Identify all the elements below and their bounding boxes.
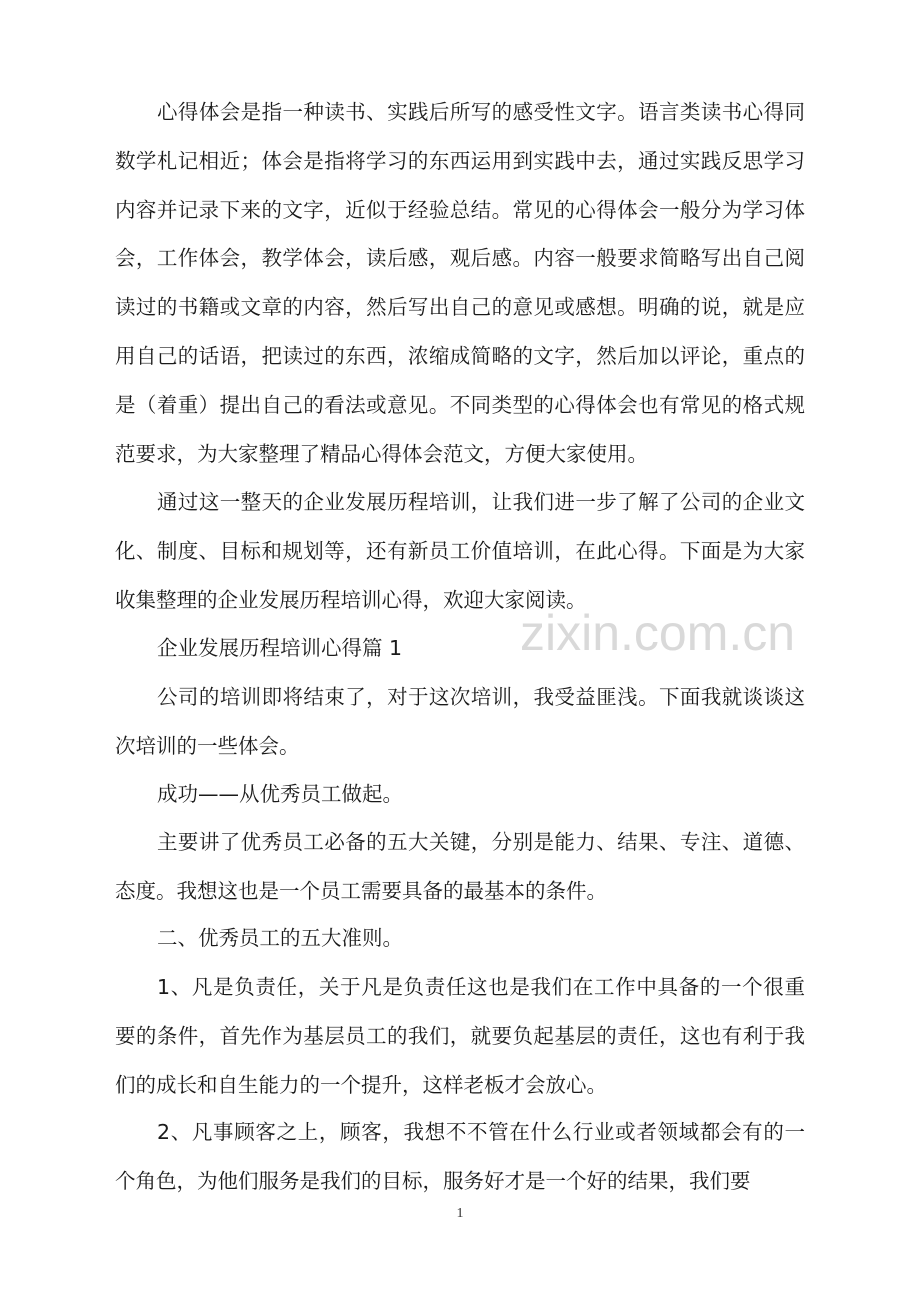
- paragraph-body: 成功——从优秀员工做起。: [157, 782, 403, 806]
- paragraph-body: 公司的培训即将结束了，对于这次培训，我受益匪浅。下面我就谈谈这次培训的一些体会。: [115, 685, 805, 758]
- page-number: 1: [456, 1206, 464, 1221]
- paragraph-body: 1、凡是负责任，关于凡是负责任这也是我们在工作中具备的一个很重要的条件，首先作为基层员工的我们，就要负起基层的责任，这也有利于我们的成长和自生能力的一个提升，这样老板才会放心。: [115, 975, 805, 1097]
- paragraph-intro: 心得体会是指一种读书、实践后所写的感受性文字。语言类读书心得同数学札记相近；体会是指将学习的东西运用到实践中去，通过实践反思学习内容并记录下来的文字，近似于经验总结。常见的心得体会一般分为学习体会，工作体会，教学体会，读后感，观后感。内容一般要求简略写出自己阅读过的书籍或文章的内容，然后写出自己的意见或感想。明确的说，就是应用自己的话语，把读过的东西，浓缩成简略的文字，然后加以评论，重点的是（着重）提出自己的看法或意见。不同类型的心得体会也有常见的格式规范要求，为大家整理了精品心得体会范文，方便大家使用。: [115, 100, 805, 466]
- watermark: zixin.com.cn: [520, 605, 796, 661]
- paragraph-body: 二、优秀员工的五大准则。: [157, 926, 403, 950]
- section-heading: 企业发展历程培训心得篇 1: [157, 636, 403, 660]
- paragraph-training-summary: 通过这一整天的企业发展历程培训，让我们进一步了解了公司的企业文化、制度、目标和规划等，还有新员工价值培训，在此心得。下面是为大家收集整理的企业发展历程培训心得，欢迎大家阅读。: [115, 490, 805, 612]
- paragraph-body: 2、凡事顾客之上，顾客，我想不不管在什么行业或者领域都会有的一个角色，为他们服务是我们的目标，服务好才是一个好的结果，我们要: [115, 1120, 805, 1193]
- paragraph-body: 主要讲了优秀员工必备的五大关键，分别是能力、结果、专注、道德、态度。我想这也是一个员工需要具备的最基本的条件。: [115, 830, 805, 903]
